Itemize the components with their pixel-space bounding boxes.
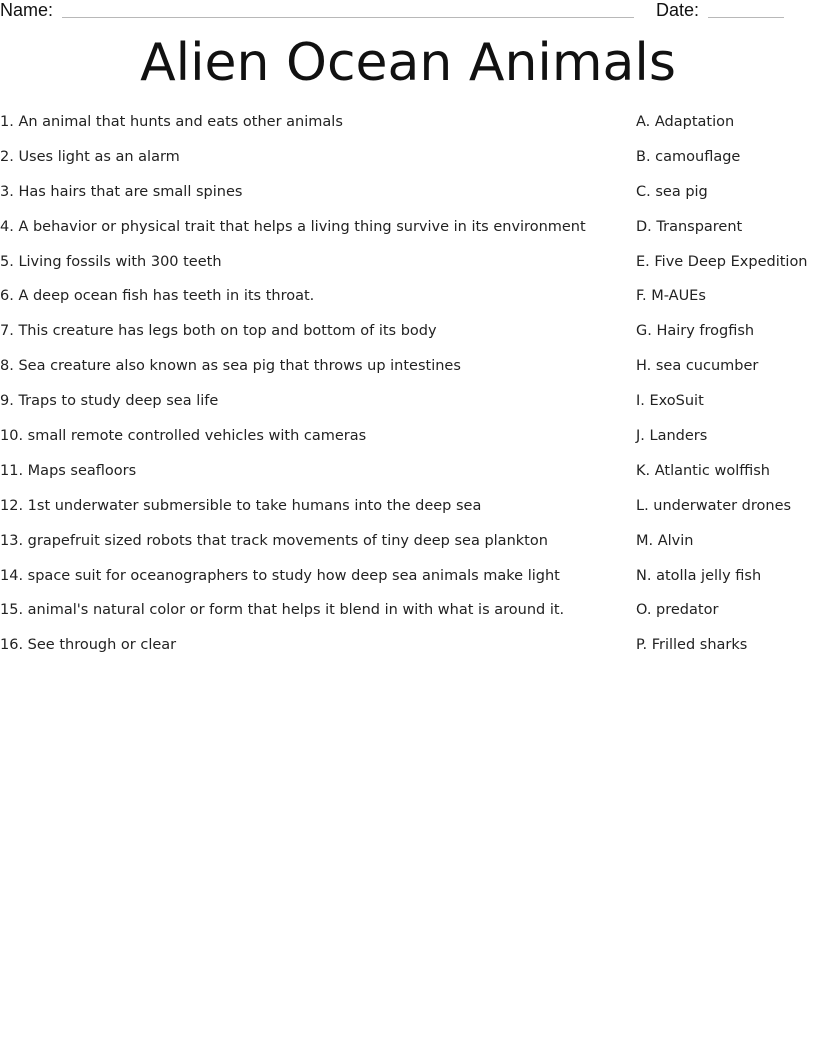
answer-item: L. underwater drones: [636, 497, 792, 514]
answer-item: G. Hairy frogfish: [636, 323, 755, 340]
clue-item: 5. Living fossils with 300 teeth: [0, 253, 222, 270]
answer-item: P. Frilled sharks: [636, 637, 748, 654]
answer-item: E. Five Deep Expedition: [636, 253, 808, 270]
answer-item: D. Transparent: [636, 218, 743, 235]
answer-item: B. camouflage: [636, 148, 741, 165]
clue-item: 15. animal's natural color or form that helps it blend in with what is around it.: [0, 602, 565, 619]
clue-item: 16. See through or clear: [0, 637, 177, 654]
worksheet-header: [0, 0, 816, 24]
clue-item: 7. This creature has legs both on top and bottom of its body: [0, 323, 437, 340]
clue-item: 4. A behavior or physical trait that helps a living thing survive in its environment: [0, 218, 586, 235]
name-blank-line[interactable]: [62, 17, 634, 18]
answer-item: H. sea cucumber: [636, 358, 759, 375]
clue-item: 12. 1st underwater submersible to take humans into the deep sea: [0, 497, 482, 514]
clue-item: 1. An animal that hunts and eats other animals: [0, 114, 343, 130]
clue-item: 3. Has hairs that are small spines: [0, 183, 243, 200]
answer-item: C. sea pig: [636, 183, 708, 200]
answer-item: K. Atlantic wolffish: [636, 462, 770, 479]
answer-list: [636, 110, 816, 668]
answer-item: M. Alvin: [636, 532, 694, 549]
page-title: Alien Ocean Animals: [140, 33, 676, 93]
date-label: Date:: [656, 0, 700, 20]
answer-item: J. Landers: [636, 428, 708, 445]
clue-item: 9. Traps to study deep sea life: [0, 393, 219, 410]
answer-item: F. M-AUEs: [636, 288, 706, 305]
answer-item: O. predator: [636, 602, 719, 619]
clue-item: 6. A deep ocean fish has teeth in its throat.: [0, 288, 315, 305]
clue-item: 13. grapefruit sized robots that track movements of tiny deep sea plankton: [0, 532, 548, 549]
date-blank-line[interactable]: [708, 17, 784, 18]
clue-item: 10. small remote controlled vehicles with cameras: [0, 428, 367, 445]
answer-item: I. ExoSuit: [636, 393, 704, 410]
answer-item: N. atolla jelly fish: [636, 567, 762, 584]
clue-item: 2. Uses light as an alarm: [0, 148, 180, 165]
name-label: Name:: [0, 0, 54, 20]
clue-list: [0, 110, 620, 668]
answer-item: A. Adaptation: [636, 114, 735, 130]
clue-item: 8. Sea creature also known as sea pig that throws up intestines: [0, 358, 461, 375]
clue-item: 11. Maps seafloors: [0, 462, 137, 479]
clue-item: 14. space suit for oceanographers to study how deep sea animals make light: [0, 567, 560, 584]
